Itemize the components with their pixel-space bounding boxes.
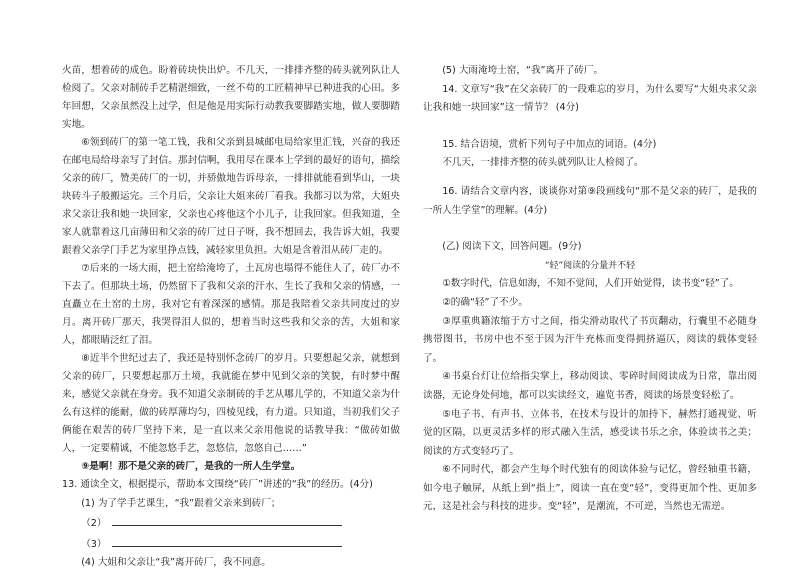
item-3-label: （3） — [81, 538, 107, 550]
article-paragraph-3: ③厚重典籍浓缩于方寸之间，指尖滑动取代了书页翻动，行囊里不必随身携带图书，书房中也不至于因为汗牛充栋而变得拥挤逼仄，阅读的载体变轻了。 — [423, 315, 757, 364]
left-column — [62, 62, 400, 573]
item-2-label: （2） — [81, 518, 107, 530]
article-paragraph-2: ②的确“轻”了不少。 — [442, 296, 528, 308]
question-13-item-4: (4) 大姐和父亲让“我”离开砖厂，我不同意。 — [81, 557, 271, 569]
passage-paragraph-6: ⑥领到砖厂的第一笔工钱，我和父亲到县城邮电局给家里汇钱，兴奋的我还在邮电局给母亲写了封信。那封信啊，我用尽在课本上学到的最好的语句，描绘父亲的砖厂，赞美砖厂的一切，并骄傲地告诉母亲，一排排就能看到华山，一块块砖斗子般搬运完。三个月后，父亲让大姐来砖厂看我。我都习以为常，大姐央求父亲让我和她一块回家，父亲也心疼他这个小儿子，让我回家。但我知道，全家人就靠着这几亩薄田和父亲的砖厂过日子呀，我不想回去，我告诉大姐，我要跟着父亲学门手艺为家里挣点钱，减轻家里负担。大姐是含着泪从砖厂走的。 — [62, 137, 400, 256]
answer-blank-3[interactable] — [112, 534, 342, 547]
question-13-item-5: (5) 大雨淹垮土窑，“我”离开了砖厂。 — [442, 65, 604, 76]
right-column — [423, 62, 757, 517]
passage-paragraph-8: ⑧近半个世纪过去了，我还是特别怀念砖厂的岁月。只要想起父亲，就想到父亲的砖厂，只要想起那万土境，我就能在梦中见到父亲的笑貌，有时梦中醒来，感觉父亲就在身旁。我不知道父亲制砖的手艺从哪儿学的，不知道父亲为什么有这样的能耐，做的砖厚薄均匀，四棱见线，有力道。只知道，当初我们父子俩能在艰苦的砖厂坚持下来，是一直以来父亲用他说的话教导我：“做砖如做人，一定要精诚，不能忽悠手艺，忽悠信，忽悠自己……” — [62, 353, 400, 454]
answer-space-14[interactable] — [423, 118, 757, 136]
answer-space-16[interactable] — [423, 220, 757, 238]
question-13: 13. 通读全文，根据提示，帮助本文围绕“砖厂”讲述的“我”的经历。(4分) — [62, 479, 373, 490]
question-13-item-3 — [62, 534, 400, 555]
question-14: 14. 文章写“我”在父亲砖厂的一段难忘的岁月，为什么要写“大姐央求父亲让我和她一块回家”这一情节？ (4分) — [423, 83, 757, 114]
passage-paragraph-7: ⑦后来的一场大雨，把土窑给淹垮了，土瓦房也塌得不能住人了，砖厂办不下去了。但那块土场，仍然留下了我和父亲的汗水、生长了我和父亲的情感，一直矗立在土窑的土房，我对它有着深深的感情。那是我陪着父亲共同度过的岁月。离开砖厂那天，我哭得泪人似的，想着当时这些我和父亲的苦，大姐和家人，都眼睛泛红了泪。 — [62, 263, 400, 346]
question-13-item-1: (1) 为了学手艺课生，“我”跟着父亲来到砖厂； — [81, 497, 281, 509]
section-b-heading: (乙) 阅读下文，回答问题。(9分) — [442, 241, 582, 253]
article-title: “轻”阅读的分量并不轻 — [544, 260, 636, 271]
question-13-item-2 — [62, 513, 400, 534]
question-15: 15. 结合语境，赏析下列句子中加点的词语。(4分) — [442, 138, 657, 150]
answer-blank-2[interactable] — [112, 513, 342, 526]
question-16: 16. 请结合文章内容，谈谈你对第⑨段画线句“那不是父亲的砖厂，是我的一所人生学堂”的理解。(4分) — [423, 185, 757, 216]
article-paragraph-4: ④书桌台灯让位给指尖掌上，移动阅读、零碎时间阅读成为日常，靠出阅读器，无论身处何地，都可以实读经文，遍览书香，阅读的场景变轻松了。 — [423, 371, 757, 401]
answer-space-15[interactable] — [423, 173, 757, 183]
article-paragraph-1: ①数字时代，信息如海，不知不觉间，人们开始觉得，读书变“轻”了。 — [442, 278, 739, 290]
passage-paragraph-5: 火苗，想着砖的成色。盼着砖块快出炉。不几天，一排排齐整的砖头就列队让人检阅了。父亲对制砖手艺精湛细致，一丝不苟的工匠精神早已种进我的心田。多年回想，父亲虽然没上过学，但是他是用实际行动教我要脚踏实地，做人要脚踏实地。 — [62, 65, 400, 130]
passage-paragraph-9-underlined: ⑨是啊！那不是父亲的砖厂，是我的一所人生学堂。 — [81, 461, 301, 472]
question-15-sentence: 不几天，一排排齐整的砖头就列队让人检阅了。 — [442, 157, 644, 169]
article-paragraph-5: ⑤电子书、有声书、立体书，在技术与设计的加持下，赫然打通视觉、听觉的区隔，以更灵活多样的形式融入生活，感受读书乐之余，体验读书之美；阅读的方式变轻巧了。 — [423, 408, 757, 457]
article-paragraph-6: ⑥不同时代，都会产生每个时代独有的阅读体验与记忆，曾经轴重书籍，如今电子触屏，从纸上到“指上”，阅读一直在变“轻”，变得更加个性、更加多元，这是社会与科技的进步。变“轻”，是潮流，不可逆，当然也无需逆。 — [423, 464, 757, 513]
